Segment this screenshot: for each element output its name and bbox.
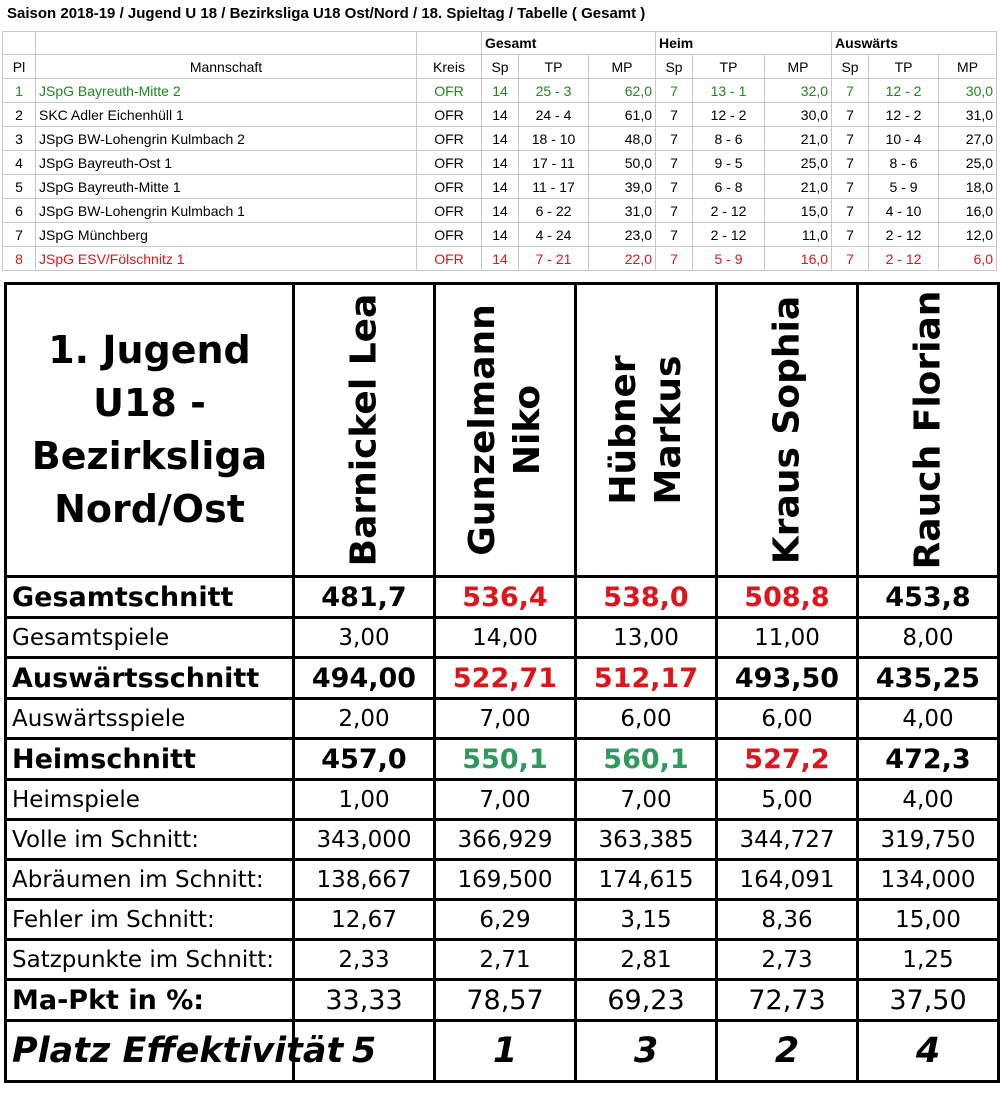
cell-auswaerts-mp: 27,0 [939,127,997,151]
cell-gesamt-tp: 6 - 22 [519,199,589,223]
cell-gesamt-sp: 14 [482,247,519,271]
stats-value-cell: 508,8 [717,577,858,618]
stats-value-cell: 8,00 [858,618,999,658]
stats-value-cell: 2,00 [294,699,435,739]
cell-heim-tp: 6 - 8 [693,175,765,199]
cell-heim-mp: 15,0 [765,199,832,223]
player-name [460,304,550,556]
player-name-line: Gunzelmann [462,304,503,556]
stats-row [6,900,999,940]
stats-row [6,699,999,739]
header-auswaerts-mp: MP [939,55,997,79]
cell-auswaerts-tp: 4 - 10 [869,199,939,223]
header-auswaerts-tp: TP [869,55,939,79]
cell-heim-tp: 13 - 1 [693,79,765,103]
cell-heim-mp: 25,0 [765,151,832,175]
cell-kreis: OFR [417,127,482,151]
stats-title-line: 1. Jugend [48,327,251,372]
cell-auswaerts-tp: 2 - 12 [869,223,939,247]
stats-value-cell: 11,00 [717,618,858,658]
player-name-line: Niko [507,384,548,476]
cell-heim-tp: 2 - 12 [693,199,765,223]
stats-value-cell: 2,73 [717,940,858,980]
cell-heim-tp: 9 - 5 [693,151,765,175]
group-auswaerts: Auswärts [832,32,997,55]
stats-value-cell: 4,00 [858,780,999,820]
cell-pl: 6 [3,199,36,223]
stats-row-label: Heimschnitt [6,739,294,780]
cell-kreis: OFR [417,79,482,103]
table-row [3,223,997,247]
stats-title [6,284,294,577]
stats-value-cell: 8,36 [717,900,858,940]
cell-kreis: OFR [417,151,482,175]
cell-gesamt-tp: 11 - 17 [519,175,589,199]
stats-value-cell: 3,15 [576,900,717,940]
cell-auswaerts-tp: 12 - 2 [869,103,939,127]
stats-header-row [6,284,999,577]
stats-value-cell: 343,000 [294,820,435,860]
stats-value-cell: 536,4 [435,577,576,618]
cell-team: JSpG BW-Lohengrin Kulmbach 1 [36,199,417,223]
player-name [601,355,691,504]
stats-value-cell: 493,50 [717,658,858,699]
player-name-line: Barnickel Lea [343,293,385,567]
cell-auswaerts-tp: 10 - 4 [869,127,939,151]
stats-value-cell: 12,67 [294,900,435,940]
cell-kreis: OFR [417,199,482,223]
stats-value-cell: 366,929 [435,820,576,860]
stats-value-cell: 1,25 [858,940,999,980]
stats-value-cell: 453,8 [858,577,999,618]
player-name [342,294,387,567]
cell-kreis: OFR [417,103,482,127]
cell-auswaerts-tp: 8 - 6 [869,151,939,175]
cell-auswaerts-mp: 31,0 [939,103,997,127]
stats-value-cell: 15,00 [858,900,999,940]
cell-auswaerts-sp: 7 [832,199,869,223]
player-name-cell [576,284,717,577]
stats-value-cell: 7,00 [576,780,717,820]
stats-value-cell: 363,385 [576,820,717,860]
table-row [3,79,997,103]
cell-heim-mp: 30,0 [765,103,832,127]
cell-heim-mp: 21,0 [765,175,832,199]
stats-row-label: Fehler im Schnitt: [6,900,294,940]
cell-pl: 4 [3,151,36,175]
stats-value-cell: 138,667 [294,860,435,900]
player-name-cell [294,284,435,577]
cell-gesamt-mp: 31,0 [589,199,656,223]
table-row [3,199,997,223]
cell-heim-mp: 11,0 [765,223,832,247]
stats-value-cell: 13,00 [576,618,717,658]
cell-team: JSpG Bayreuth-Ost 1 [36,151,417,175]
cell-team: SKC Adler Eichenhüll 1 [36,103,417,127]
stats-row-label: Abräumen im Schnitt: [6,860,294,900]
cell-heim-sp: 7 [656,103,693,127]
player-name-cell [435,284,576,577]
stats-row-label: Heimspiele [6,780,294,820]
stats-value-cell: 4,00 [858,699,999,739]
cell-heim-sp: 7 [656,79,693,103]
stats-row [6,780,999,820]
player-name-line: Rauch Florian [907,290,949,570]
player-name [765,296,810,564]
stats-value-cell: 512,17 [576,658,717,699]
cell-gesamt-sp: 14 [482,175,519,199]
cell-auswaerts-tp: 12 - 2 [869,79,939,103]
stats-row [6,618,999,658]
cell-pl: 7 [3,223,36,247]
stats-row [6,658,999,699]
stats-value-cell: 69,23 [576,980,717,1021]
stats-row-label: Volle im Schnitt: [6,820,294,860]
cell-heim-sp: 7 [656,127,693,151]
stats-row-label: Auswärtsschnitt [6,658,294,699]
cell-pl: 3 [3,127,36,151]
stats-row [6,820,999,860]
player-name-line: Kraus Sophia [766,295,808,565]
stats-value-cell: 3 [576,1021,717,1082]
stats-row-label: Gesamtspiele [6,618,294,658]
stats-row [6,940,999,980]
stats-value-cell: 37,50 [858,980,999,1021]
stats-value-cell: 319,750 [858,820,999,860]
cell-gesamt-mp: 61,0 [589,103,656,127]
stats-value-cell: 6,00 [576,699,717,739]
stats-row [6,980,999,1021]
stats-value-cell: 174,615 [576,860,717,900]
cell-auswaerts-sp: 7 [832,175,869,199]
header-gesamt-sp: Sp [482,55,519,79]
cell-auswaerts-sp: 7 [832,151,869,175]
stats-value-cell: 6,29 [435,900,576,940]
stats-row-label: Gesamtschnitt [6,577,294,618]
group-header-row [3,32,997,55]
stats-row-label: Auswärtsspiele [6,699,294,739]
cell-heim-sp: 7 [656,199,693,223]
stats-row [6,739,999,780]
stats-value-cell: 3,00 [294,618,435,658]
cell-auswaerts-sp: 7 [832,103,869,127]
stats-value-cell: 2,81 [576,940,717,980]
cell-kreis: OFR [417,223,482,247]
cell-auswaerts-mp: 12,0 [939,223,997,247]
cell-gesamt-tp: 4 - 24 [519,223,589,247]
stats-value-cell: 72,73 [717,980,858,1021]
stats-title-line: Nord/Ost [54,487,245,532]
cell-gesamt-sp: 14 [482,199,519,223]
cell-pl: 1 [3,79,36,103]
stats-value-cell: 550,1 [435,739,576,780]
cell-gesamt-mp: 50,0 [589,151,656,175]
column-header-row [3,55,997,79]
cell-pl: 5 [3,175,36,199]
cell-auswaerts-mp: 6,0 [939,247,997,271]
cell-heim-sp: 7 [656,175,693,199]
header-heim-mp: MP [765,55,832,79]
cell-auswaerts-sp: 7 [832,79,869,103]
stats-value-cell: 6,00 [717,699,858,739]
table-row [3,175,997,199]
stats-value-cell: 78,57 [435,980,576,1021]
group-gesamt: Gesamt [482,32,656,55]
stats-value-cell: 1 [435,1021,576,1082]
stats-value-cell: 481,7 [294,577,435,618]
cell-heim-tp: 5 - 9 [693,247,765,271]
cell-heim-tp: 12 - 2 [693,103,765,127]
stats-value-cell: 494,00 [294,658,435,699]
header-team: Mannschaft [36,55,417,79]
cell-auswaerts-mp: 18,0 [939,175,997,199]
cell-auswaerts-sp: 7 [832,223,869,247]
cell-heim-tp: 2 - 12 [693,223,765,247]
header-gesamt-tp: TP [519,55,589,79]
stats-value-cell: 1,00 [294,780,435,820]
league-standings-table [2,31,997,271]
league-title: Saison 2018-19 / Jugend U 18 / Bezirksliga U18 Ost/Nord / 18. Spieltag / Tabelle ( Gesamt ) [7,5,646,22]
cell-team: JSpG BW-Lohengrin Kulmbach 2 [36,127,417,151]
player-stats-table [4,282,1000,1083]
cell-gesamt-sp: 14 [482,79,519,103]
player-name-line: Markus [648,355,689,505]
player-name [906,291,951,570]
header-pl: Pl [3,55,36,79]
cell-gesamt-tp: 7 - 21 [519,247,589,271]
cell-gesamt-tp: 17 - 11 [519,151,589,175]
stats-row-label: Platz Effektivität [6,1021,294,1082]
table-row [3,151,997,175]
stats-value-cell: 14,00 [435,618,576,658]
group-heim: Heim [656,32,832,55]
player-name-cell [717,284,858,577]
cell-gesamt-mp: 22,0 [589,247,656,271]
stats-value-cell: 2,33 [294,940,435,980]
cell-heim-mp: 32,0 [765,79,832,103]
stats-row-label: Satzpunkte im Schnitt: [6,940,294,980]
stats-value-cell: 560,1 [576,739,717,780]
stats-value-cell: 522,71 [435,658,576,699]
cell-kreis: OFR [417,247,482,271]
stats-title-line: U18 - [93,380,206,425]
stats-value-cell: 2,71 [435,940,576,980]
stats-value-cell: 344,727 [717,820,858,860]
stats-row [6,860,999,900]
cell-auswaerts-mp: 25,0 [939,151,997,175]
stats-title-line: Bezirksliga [31,434,268,478]
cell-auswaerts-mp: 16,0 [939,199,997,223]
stats-row [6,577,999,618]
cell-heim-sp: 7 [656,223,693,247]
stats-value-cell: 538,0 [576,577,717,618]
stats-value-cell: 164,091 [717,860,858,900]
stats-value-cell: 4 [858,1021,999,1082]
stats-value-cell: 2 [717,1021,858,1082]
stats-row [6,1021,999,1082]
cell-gesamt-sp: 14 [482,151,519,175]
cell-gesamt-sp: 14 [482,223,519,247]
cell-gesamt-mp: 23,0 [589,223,656,247]
cell-heim-tp: 8 - 6 [693,127,765,151]
cell-gesamt-sp: 14 [482,103,519,127]
cell-gesamt-tp: 24 - 4 [519,103,589,127]
cell-auswaerts-sp: 7 [832,127,869,151]
stats-value-cell: 457,0 [294,739,435,780]
cell-team: JSpG Bayreuth-Mitte 1 [36,175,417,199]
cell-pl: 2 [3,103,36,127]
stats-value-cell: 169,500 [435,860,576,900]
stats-value-cell: 7,00 [435,699,576,739]
cell-gesamt-sp: 14 [482,127,519,151]
table-row [3,103,997,127]
header-auswaerts-sp: Sp [832,55,869,79]
table-row [3,127,997,151]
stats-value-cell: 5 [294,1021,435,1082]
stats-value-cell: 472,3 [858,739,999,780]
cell-auswaerts-sp: 7 [832,247,869,271]
stats-row-label: Ma-Pkt in %: [6,980,294,1021]
cell-auswaerts-tp: 2 - 12 [869,247,939,271]
header-gesamt-mp: MP [589,55,656,79]
player-name-line: Hübner [603,355,644,505]
cell-auswaerts-tp: 5 - 9 [869,175,939,199]
header-kreis: Kreis [417,55,482,79]
cell-gesamt-mp: 39,0 [589,175,656,199]
cell-gesamt-mp: 62,0 [589,79,656,103]
cell-heim-sp: 7 [656,247,693,271]
stats-value-cell: 33,33 [294,980,435,1021]
stats-value-cell: 435,25 [858,658,999,699]
cell-kreis: OFR [417,175,482,199]
cell-gesamt-mp: 48,0 [589,127,656,151]
header-heim-sp: Sp [656,55,693,79]
cell-heim-sp: 7 [656,151,693,175]
cell-gesamt-tp: 25 - 3 [519,79,589,103]
cell-team: JSpG Bayreuth-Mitte 2 [36,79,417,103]
player-name-cell [858,284,999,577]
cell-team: JSpG Münchberg [36,223,417,247]
cell-team: JSpG ESV/Fölschnitz 1 [36,247,417,271]
cell-pl: 8 [3,247,36,271]
cell-auswaerts-mp: 30,0 [939,79,997,103]
header-heim-tp: TP [693,55,765,79]
stats-value-cell: 5,00 [717,780,858,820]
stats-value-cell: 527,2 [717,739,858,780]
cell-heim-mp: 16,0 [765,247,832,271]
table-row [3,247,997,271]
stats-value-cell: 7,00 [435,780,576,820]
cell-heim-mp: 21,0 [765,127,832,151]
cell-gesamt-tp: 18 - 10 [519,127,589,151]
stats-value-cell: 134,000 [858,860,999,900]
